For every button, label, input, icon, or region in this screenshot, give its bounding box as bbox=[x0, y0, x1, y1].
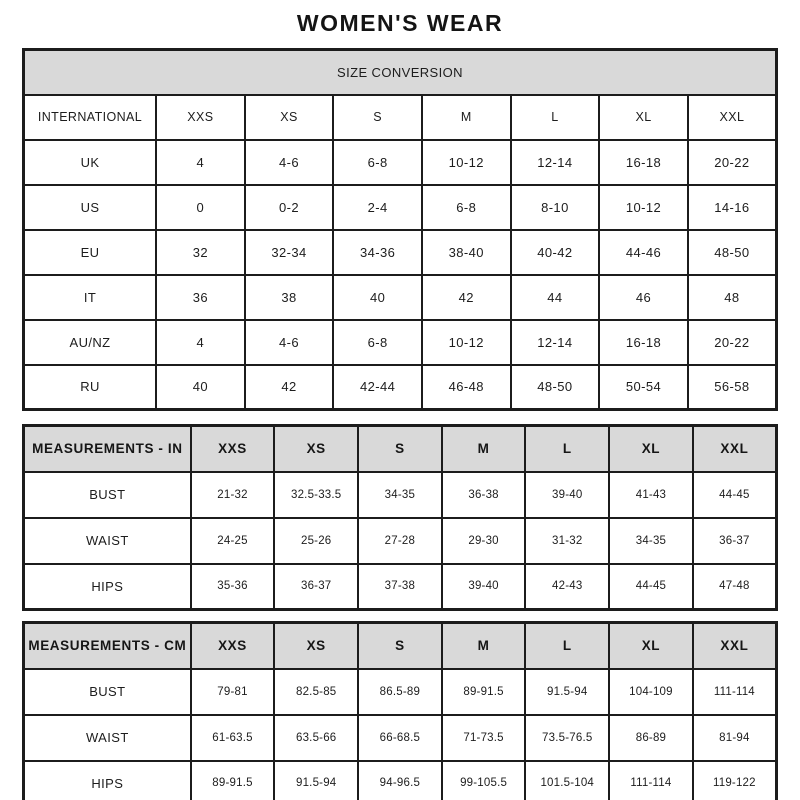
size-column-header: S bbox=[333, 95, 422, 140]
size-column-header: XXS bbox=[191, 426, 275, 472]
size-value-cell: 39-40 bbox=[442, 564, 526, 610]
size-value-cell: 4 bbox=[156, 320, 245, 365]
row-label-header: MEASUREMENTS - CM bbox=[24, 623, 191, 669]
size-value-cell: 4-6 bbox=[245, 140, 334, 185]
size-value-cell: 42 bbox=[245, 365, 334, 410]
table-row bbox=[24, 140, 777, 185]
size-value-cell: 81-94 bbox=[693, 715, 777, 761]
size-column-header: S bbox=[358, 426, 442, 472]
size-value-cell: 44-45 bbox=[609, 564, 693, 610]
size-value-cell: 6-8 bbox=[333, 320, 422, 365]
size-column-header: M bbox=[422, 95, 511, 140]
size-value-cell: 44 bbox=[511, 275, 600, 320]
size-value-cell: 20-22 bbox=[688, 140, 777, 185]
size-value-cell: 79-81 bbox=[191, 669, 275, 715]
row-label: UK bbox=[24, 140, 157, 185]
size-value-cell: 38-40 bbox=[422, 230, 511, 275]
row-label: IT bbox=[24, 275, 157, 320]
measurements-cm-header-row bbox=[24, 623, 777, 669]
size-value-cell: 71-73.5 bbox=[442, 715, 526, 761]
size-value-cell: 12-14 bbox=[511, 140, 600, 185]
size-value-cell: 86-89 bbox=[609, 715, 693, 761]
page-title: WOMEN'S WEAR bbox=[296, 10, 504, 36]
size-value-cell: 6-8 bbox=[333, 140, 422, 185]
size-value-cell: 119-122 bbox=[693, 761, 777, 800]
size-value-cell: 40-42 bbox=[511, 230, 600, 275]
size-value-cell: 89-91.5 bbox=[442, 669, 526, 715]
size-value-cell: 99-105.5 bbox=[442, 761, 526, 800]
table-row bbox=[24, 365, 777, 410]
size-value-cell: 36 bbox=[156, 275, 245, 320]
measurements-cm-table bbox=[22, 621, 778, 800]
measurements-in-table bbox=[22, 424, 778, 611]
size-value-cell: 86.5-89 bbox=[358, 669, 442, 715]
size-value-cell: 14-16 bbox=[688, 185, 777, 230]
size-value-cell: 31-32 bbox=[525, 518, 609, 564]
size-value-cell: 8-10 bbox=[511, 185, 600, 230]
size-value-cell: 32 bbox=[156, 230, 245, 275]
table-row bbox=[24, 275, 777, 320]
size-value-cell: 10-12 bbox=[422, 320, 511, 365]
size-value-cell: 89-91.5 bbox=[191, 761, 275, 800]
size-value-cell: 101.5-104 bbox=[525, 761, 609, 800]
size-value-cell: 35-36 bbox=[191, 564, 275, 610]
size-value-cell: 42 bbox=[422, 275, 511, 320]
row-label: HIPS bbox=[24, 564, 191, 610]
size-value-cell: 16-18 bbox=[599, 140, 688, 185]
row-label: RU bbox=[24, 365, 157, 410]
row-label: AU/NZ bbox=[24, 320, 157, 365]
size-value-cell: 91.5-94 bbox=[274, 761, 358, 800]
size-value-cell: 4-6 bbox=[245, 320, 334, 365]
size-value-cell: 42-43 bbox=[525, 564, 609, 610]
size-column-header: XL bbox=[609, 426, 693, 472]
size-value-cell: 46 bbox=[599, 275, 688, 320]
size-conversion-title: SIZE CONVERSION bbox=[24, 50, 777, 95]
size-value-cell: 44-46 bbox=[599, 230, 688, 275]
size-value-cell: 20-22 bbox=[688, 320, 777, 365]
size-value-cell: 47-48 bbox=[693, 564, 777, 610]
size-value-cell: 63.5-66 bbox=[274, 715, 358, 761]
size-value-cell: 40 bbox=[333, 275, 422, 320]
size-value-cell: 34-35 bbox=[609, 518, 693, 564]
size-value-cell: 34-36 bbox=[333, 230, 422, 275]
size-value-cell: 34-35 bbox=[358, 472, 442, 518]
size-value-cell: 39-40 bbox=[525, 472, 609, 518]
table-row bbox=[24, 669, 777, 715]
size-column-header: XXS bbox=[156, 95, 245, 140]
size-value-cell: 66-68.5 bbox=[358, 715, 442, 761]
size-value-cell: 48-50 bbox=[688, 230, 777, 275]
size-value-cell: 2-4 bbox=[333, 185, 422, 230]
size-value-cell: 91.5-94 bbox=[525, 669, 609, 715]
size-value-cell: 10-12 bbox=[422, 140, 511, 185]
size-value-cell: 111-114 bbox=[693, 669, 777, 715]
size-conversion-table bbox=[22, 48, 778, 411]
size-value-cell: 0 bbox=[156, 185, 245, 230]
row-label: EU bbox=[24, 230, 157, 275]
size-value-cell: 12-14 bbox=[511, 320, 600, 365]
size-value-cell: 41-43 bbox=[609, 472, 693, 518]
table-row bbox=[24, 518, 777, 564]
table-row bbox=[24, 564, 777, 610]
table-row bbox=[24, 185, 777, 230]
size-value-cell: 32-34 bbox=[245, 230, 334, 275]
size-column-header: XS bbox=[245, 95, 334, 140]
size-column-header: XL bbox=[609, 623, 693, 669]
size-column-header: M bbox=[442, 623, 526, 669]
size-value-cell: 24-25 bbox=[191, 518, 275, 564]
size-value-cell: 29-30 bbox=[442, 518, 526, 564]
size-value-cell: 21-32 bbox=[191, 472, 275, 518]
size-column-header: XL bbox=[599, 95, 688, 140]
size-value-cell: 82.5-85 bbox=[274, 669, 358, 715]
size-value-cell: 6-8 bbox=[422, 185, 511, 230]
size-value-cell: 104-109 bbox=[609, 669, 693, 715]
size-value-cell: 61-63.5 bbox=[191, 715, 275, 761]
table-row bbox=[24, 761, 777, 800]
size-column-header: L bbox=[525, 623, 609, 669]
size-column-header: XXL bbox=[693, 426, 777, 472]
size-value-cell: 10-12 bbox=[599, 185, 688, 230]
size-value-cell: 94-96.5 bbox=[358, 761, 442, 800]
size-column-header: M bbox=[442, 426, 526, 472]
row-label: BUST bbox=[24, 472, 191, 518]
size-value-cell: 32.5-33.5 bbox=[274, 472, 358, 518]
size-value-cell: 46-48 bbox=[422, 365, 511, 410]
size-conversion-header-row bbox=[24, 95, 777, 140]
table-row bbox=[24, 320, 777, 365]
table-row bbox=[24, 230, 777, 275]
size-value-cell: 73.5-76.5 bbox=[525, 715, 609, 761]
size-value-cell: 16-18 bbox=[599, 320, 688, 365]
row-label: BUST bbox=[24, 669, 191, 715]
row-label-header: INTERNATIONAL bbox=[24, 95, 157, 140]
table-row bbox=[24, 715, 777, 761]
size-value-cell: 27-28 bbox=[358, 518, 442, 564]
size-value-cell: 48-50 bbox=[511, 365, 600, 410]
size-column-header: L bbox=[511, 95, 600, 140]
size-value-cell: 111-114 bbox=[609, 761, 693, 800]
row-label-header: MEASUREMENTS - IN bbox=[24, 426, 191, 472]
table-row bbox=[24, 472, 777, 518]
size-value-cell: 0-2 bbox=[245, 185, 334, 230]
size-column-header: XXL bbox=[693, 623, 777, 669]
size-value-cell: 37-38 bbox=[358, 564, 442, 610]
row-label: WAIST bbox=[24, 715, 191, 761]
size-value-cell: 44-45 bbox=[693, 472, 777, 518]
size-value-cell: 4 bbox=[156, 140, 245, 185]
measurements-in-header-row bbox=[24, 426, 777, 472]
size-value-cell: 42-44 bbox=[333, 365, 422, 410]
size-column-header: XS bbox=[274, 426, 358, 472]
size-value-cell: 38 bbox=[245, 275, 334, 320]
size-column-header: L bbox=[525, 426, 609, 472]
size-column-header: XXL bbox=[688, 95, 777, 140]
size-value-cell: 48 bbox=[688, 275, 777, 320]
size-value-cell: 36-37 bbox=[693, 518, 777, 564]
row-label: WAIST bbox=[24, 518, 191, 564]
size-value-cell: 40 bbox=[156, 365, 245, 410]
size-value-cell: 25-26 bbox=[274, 518, 358, 564]
size-value-cell: 56-58 bbox=[688, 365, 777, 410]
row-label: HIPS bbox=[24, 761, 191, 800]
size-value-cell: 36-37 bbox=[274, 564, 358, 610]
row-label: US bbox=[24, 185, 157, 230]
size-value-cell: 50-54 bbox=[599, 365, 688, 410]
size-conversion-banner-row bbox=[24, 50, 777, 95]
size-column-header: XXS bbox=[191, 623, 275, 669]
size-value-cell: 36-38 bbox=[442, 472, 526, 518]
size-column-header: XS bbox=[274, 623, 358, 669]
size-column-header: S bbox=[358, 623, 442, 669]
